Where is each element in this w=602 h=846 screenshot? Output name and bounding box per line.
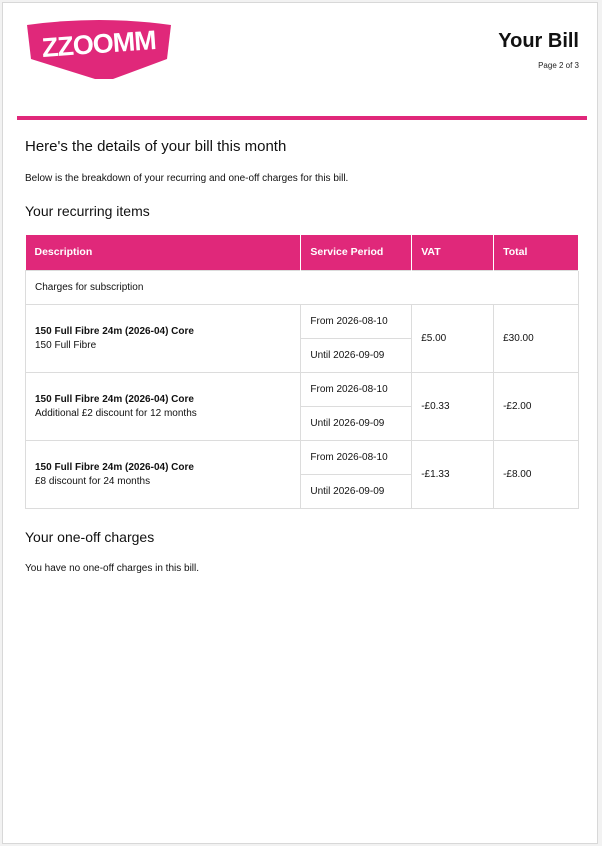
item-vat: -£1.33	[412, 440, 494, 508]
page-heading: Here's the details of your bill this month	[25, 138, 287, 155]
document-title: Your Bill	[498, 30, 579, 52]
item-vat: -£0.33	[412, 372, 494, 440]
oneoff-heading: Your one-off charges	[25, 529, 155, 545]
column-header-description: Description	[26, 235, 301, 270]
oneoff-empty-text: You have no one-off charges in this bill.	[25, 563, 200, 574]
item-description	[26, 372, 301, 440]
service-until: Until 2026-09-09	[301, 338, 412, 372]
item-total: -£2.00	[494, 372, 579, 440]
zzoomm-logo	[21, 17, 177, 81]
recurring-heading: Your recurring items	[25, 203, 150, 219]
section-row	[26, 270, 579, 304]
table-header-row	[26, 235, 579, 270]
svg-text:ZZOOMM: ZZOOMM	[40, 25, 157, 63]
item-subtitle: 150 Full Fibre	[35, 339, 97, 351]
table-row	[26, 440, 579, 474]
item-vat: £5.00	[412, 304, 494, 372]
bill-page	[2, 2, 598, 844]
service-until: Until 2026-09-09	[301, 406, 412, 440]
item-subtitle: Additional £2 discount for 12 months	[35, 407, 197, 419]
page-number: Page 2 of 3	[538, 61, 579, 70]
service-from: From 2026-08-10	[301, 304, 412, 338]
item-subtitle: £8 discount for 24 months	[35, 475, 151, 487]
recurring-items-table	[25, 235, 579, 509]
column-header-vat: VAT	[412, 235, 494, 270]
item-total: £30.00	[494, 304, 579, 372]
header-divider	[17, 116, 587, 120]
intro-text: Below is the breakdown of your recurring and one-off charges for this bill.	[25, 173, 349, 184]
column-header-service-period: Service Period	[301, 235, 412, 270]
service-from: From 2026-08-10	[301, 440, 412, 474]
item-title: 150 Full Fibre 24m (2026-04) Core	[35, 325, 194, 337]
service-until: Until 2026-09-09	[301, 474, 412, 508]
service-from: From 2026-08-10	[301, 372, 412, 406]
section-label: Charges for subscription	[26, 270, 579, 304]
item-description	[26, 304, 301, 372]
item-title: 150 Full Fibre 24m (2026-04) Core	[35, 393, 194, 405]
column-header-total: Total	[494, 235, 579, 270]
item-title: 150 Full Fibre 24m (2026-04) Core	[35, 461, 194, 473]
table-row	[26, 372, 579, 406]
item-description	[26, 440, 301, 508]
item-total: -£8.00	[494, 440, 579, 508]
table-row	[26, 304, 579, 338]
